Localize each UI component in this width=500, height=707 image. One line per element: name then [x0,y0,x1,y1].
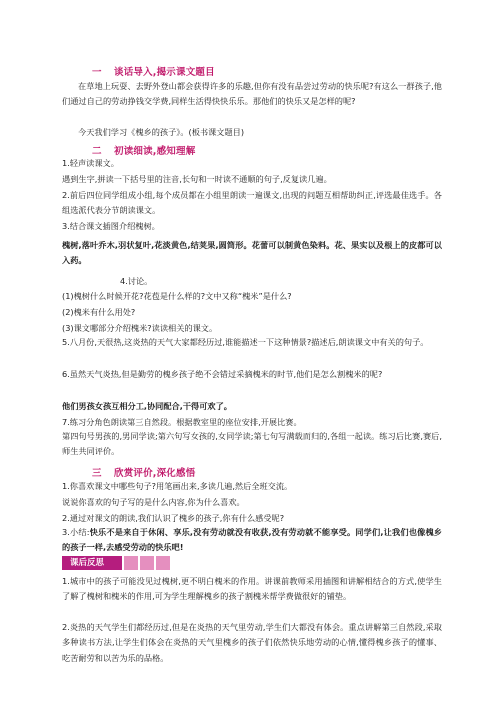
reflection-banner [62,556,170,570]
reflection-paragraph-1: 1.城市中的孩子可能没见过槐树,更不明白槐米的作用。讲课前教师采用插图和讲解相结合的方式,使学生了解了槐树和槐米的作用,可为学生理解槐乡的孩子割槐米帮学费做很好的铺垫。 [62,576,442,602]
step-7: 7.练习分角色朗读第三自然段。根据教室里的座位安排,开展比赛。 [62,417,302,427]
step-7-detail: 第四句号男孩的,男同学读;第六句写女孩的,女同学读;第七句写满载而归的,各组一起读。练习后比赛,赛后,师生共同评价。 [62,431,442,457]
section-3-title: 欣赏评价,深化感悟 [114,468,196,479]
step-1: 1.轻声读课文。 [62,158,119,168]
appreciation-2: 2.通过对课文的朗读,我们认识了槐乡的孩子,你有什么感受呢? [62,513,285,523]
step-5: 5.八月份,天很热,这炎热的天气大家都经历过,谁能描述一下这种情景?描述后,朗读课文中有关的句子。 [62,337,429,347]
question-1: (1)槐树什么时候开花?花苞是什么样的?文中又称“槐米”是什么? [62,291,292,301]
section-1-heading [92,64,215,78]
step-6-answer: 他们男孩女孩互相分工,协同配合,干得可欢了。 [62,401,232,411]
step-6: 6.虽然天气炎热,但是勤劳的槐乡孩子绝不会错过采摘槐米的时节,他们是怎么割槐米的呢? [62,369,383,379]
section-2-title: 初读细读,感知理解 [114,146,196,157]
section-3-heading [92,465,195,479]
pagoda-tree-description: 槐树,落叶乔木,羽状复叶,花淡黄色,结荚果,圆筒形。花蕾可以制黄色染料。花、果实以及根上的皮都可以入药。 [62,240,442,266]
section-1-paragraph: 在草地上玩耍、去野外登山都会获得许多的乐趣,但你有没有品尝过劳动的快乐呢?有这么一群孩子,他们通过自己的劳动挣钱交学费,同样生活得快快乐乐。那他们的快乐又是怎样的呢? [62,81,442,107]
step-4: 4.讨论。 [120,276,153,286]
appreciation-1-detail: 说说你喜欢的句子写的是什么内容,你为什么喜欢。 [62,497,245,507]
decor-square [140,556,154,570]
section-1-number: 一 [92,67,102,78]
reflection-paragraph-2: 2.炎热的天气学生们都经历过,但是在炎热的天气里劳动,学生们大都没有体会。重点讲解第三自然段,采取多种读书方法,让学生们体会在炎热的天气里槐乡的孩子们依然快乐地劳动的心情,懂得槐乡孩子的懂事、吃苦耐劳和以苦为乐的品格。 [62,622,442,663]
summary-label: 3.小结: [62,527,90,537]
summary [62,525,442,556]
step-3: 3.结合课文插图介绍槐树。 [62,221,160,231]
reflection-label: 课后反思 [62,556,122,570]
question-2: (2)槐米有什么用处? [62,307,136,317]
section-1-board-note: 今天我们学习《槐乡的孩子》。(板书课文题目) [78,127,245,137]
summary-text: 快乐不是来自于休闲、享乐,没有劳动就没有收获,没有劳动就不能享受。同学们,让我们也像槐乡的孩子一样,去感受劳动的快乐吧! [62,527,442,553]
section-1-title: 谈话导入,揭示课文题目 [114,67,215,78]
decor-square [156,556,170,570]
step-2: 2.前后四位同学组成小组,每个成员都在小组里朗读一遍课文,出现的问题互相帮助纠正,评选最佳选手。各组选派代表分节朗读课文。 [62,190,442,216]
decor-square [124,556,138,570]
question-3: (3)课文哪部分介绍槐米?读读相关的课文。 [62,323,218,333]
section-2-heading [92,143,195,157]
section-3-number: 三 [92,468,102,479]
section-2-number: 二 [92,146,102,157]
step-1-detail: 遇到生字,拼读一下括号里的注音,长句和一时读不通顺的句子,反复读几遍。 [62,174,332,184]
appreciation-1: 1.你喜欢课文中哪些句子?用笔画出来,多读几遍,然后全班交流。 [62,481,293,491]
